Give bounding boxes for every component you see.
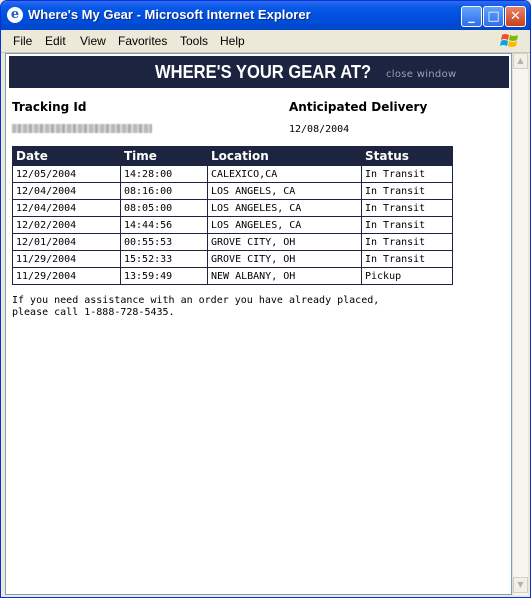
menu-tools[interactable]: Tools: [180, 34, 209, 48]
cell-status: In Transit: [362, 200, 453, 217]
cell-status: In Transit: [362, 183, 453, 200]
close-window-link[interactable]: close window: [386, 69, 457, 80]
menu-file[interactable]: File: [13, 34, 33, 48]
cell-date: 12/05/2004: [13, 166, 121, 183]
cell-status: In Transit: [362, 166, 453, 183]
scroll-up-arrow-icon[interactable]: ▲: [513, 53, 528, 69]
cell-date: 12/02/2004: [13, 217, 121, 234]
cell-time: 14:28:00: [121, 166, 208, 183]
cell-location: LOS ANGELES, CA: [208, 200, 362, 217]
cell-date: 11/29/2004: [13, 251, 121, 268]
cell-location: GROVE CITY, OH: [208, 234, 362, 251]
table-row: [13, 234, 453, 251]
menu-bar: [1, 30, 530, 53]
menu-view[interactable]: View: [80, 34, 106, 48]
table-row: [13, 200, 453, 217]
title-bar[interactable]: [1, 1, 530, 30]
minimize-button[interactable]: _: [461, 6, 482, 27]
assistance-note-line2: please call 1-888-728-5435.: [12, 307, 175, 318]
cell-time: 08:16:00: [121, 183, 208, 200]
column-header-date: Date: [13, 147, 121, 166]
cell-location: NEW ALBANY, OH: [208, 268, 362, 285]
table-row: [13, 251, 453, 268]
page-title: WHERE'S YOUR GEAR AT?: [155, 62, 372, 82]
cell-time: 14:44:56: [121, 217, 208, 234]
page-header: [9, 56, 509, 88]
cell-location: LOS ANGELES, CA: [208, 217, 362, 234]
cell-date: 12/01/2004: [13, 234, 121, 251]
menu-help[interactable]: Help: [220, 34, 245, 48]
assistance-note: [12, 295, 379, 319]
table-header-row: [13, 147, 453, 166]
vertical-scrollbar[interactable]: [512, 53, 528, 595]
tracking-id-value-redacted: [12, 124, 152, 133]
table-row: [13, 183, 453, 200]
window-title: Where's My Gear - Microsoft Internet Explorer: [28, 7, 311, 22]
cell-status: In Transit: [362, 217, 453, 234]
ie-logo-icon: e: [7, 7, 23, 23]
page-content: [5, 53, 512, 595]
close-button[interactable]: ✕: [505, 6, 526, 27]
tracking-id-label: Tracking Id: [12, 100, 87, 114]
cell-status: In Transit: [362, 251, 453, 268]
anticipated-delivery-date: 12/08/2004: [289, 124, 350, 135]
cell-time: 00:55:53: [121, 234, 208, 251]
column-header-location: Location: [208, 147, 362, 166]
cell-time: 13:59:49: [121, 268, 208, 285]
assistance-note-line1: If you need assistance with an order you have already placed,: [12, 295, 380, 306]
tracking-table: [12, 146, 453, 285]
maximize-button[interactable]: □: [483, 6, 504, 27]
cell-location: CALEXICO,CA: [208, 166, 362, 183]
column-header-time: Time: [121, 147, 208, 166]
column-header-status: Status: [362, 147, 453, 166]
cell-date: 12/04/2004: [13, 200, 121, 217]
cell-location: GROVE CITY, OH: [208, 251, 362, 268]
menu-edit[interactable]: Edit: [45, 34, 66, 48]
cell-time: 08:05:00: [121, 200, 208, 217]
scroll-down-arrow-icon[interactable]: ▼: [513, 577, 528, 593]
cell-location: LOS ANGELS, CA: [208, 183, 362, 200]
table-body: [13, 166, 453, 285]
windows-logo-icon: [499, 31, 521, 51]
menu-favorites[interactable]: Favorites: [118, 34, 168, 48]
cell-status: In Transit: [362, 234, 453, 251]
cell-time: 15:52:33: [121, 251, 208, 268]
table-row: [13, 217, 453, 234]
table-row: [13, 166, 453, 183]
anticipated-delivery-label: Anticipated Delivery: [289, 100, 428, 114]
cell-date: 11/29/2004: [13, 268, 121, 285]
cell-date: 12/04/2004: [13, 183, 121, 200]
table-row: [13, 268, 453, 285]
cell-status: Pickup: [362, 268, 453, 285]
